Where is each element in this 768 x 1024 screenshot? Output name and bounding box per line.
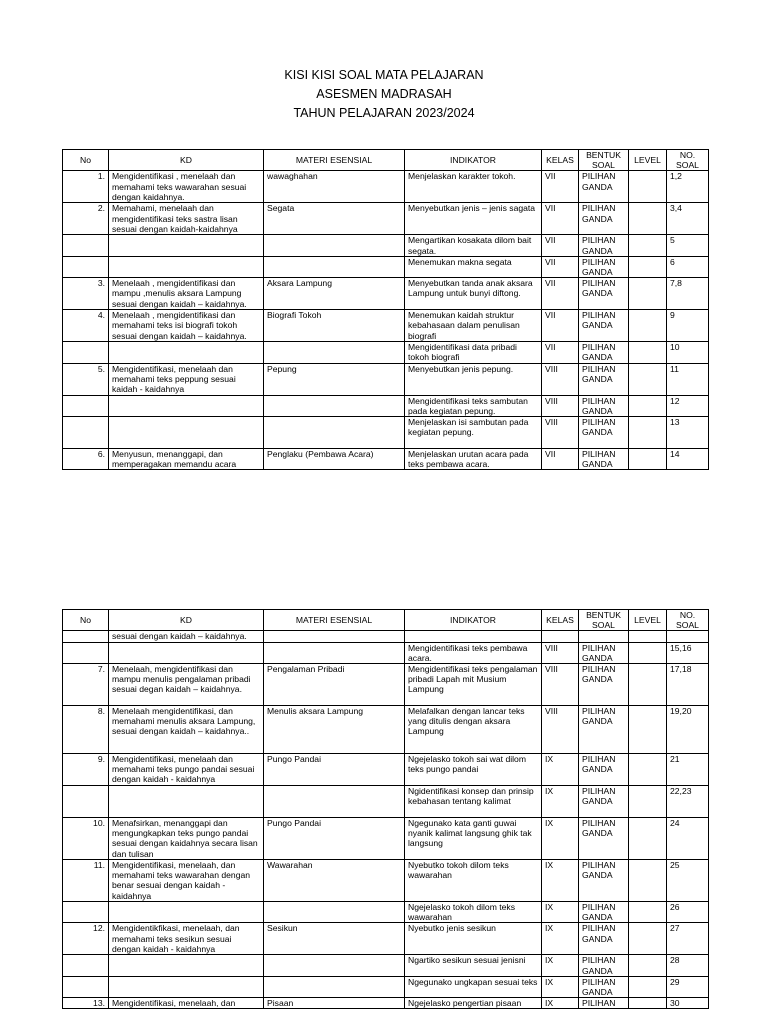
cell-bentuk-soal: PILIHAN GANDA xyxy=(579,754,629,786)
cell-kelas: IX xyxy=(542,786,579,818)
kisi-table-2 xyxy=(62,609,709,1009)
cell-kelas: VIII xyxy=(542,642,579,663)
cell-kelas: IX xyxy=(542,754,579,786)
cell-level xyxy=(629,818,667,860)
cell-level xyxy=(629,256,667,277)
cell-bentuk-soal: PILIHAN GANDA xyxy=(579,786,629,818)
cell-no: 6. xyxy=(63,449,109,470)
table-row xyxy=(63,998,709,1009)
header-kd: KD xyxy=(109,150,264,171)
cell-kelas: IX xyxy=(542,998,579,1009)
cell-materi: Pungo Pandai xyxy=(264,754,405,786)
page-title xyxy=(0,66,768,123)
cell-kd xyxy=(109,342,264,363)
header-no: No xyxy=(63,150,109,171)
cell-materi: Pengalaman Pribadi xyxy=(264,664,405,706)
table-row xyxy=(63,786,709,818)
cell-kd: Menelaah , mengidentifikasi dan mampu ,menulis aksara Lampung sesuai dengan kaidah – kaidahnya. xyxy=(109,278,264,310)
cell-bentuk-soal: PILIHAN GANDA xyxy=(579,642,629,663)
cell-kelas: VII xyxy=(542,310,579,342)
cell-materi: wawaghahan xyxy=(264,171,405,203)
cell-materi xyxy=(264,642,405,663)
cell-kelas: VIII xyxy=(542,363,579,395)
cell-indikator: Ngegunako kata ganti guwai nyanik kalimat langsung ghik tak langsung xyxy=(405,818,542,860)
table-row xyxy=(63,171,709,203)
cell-kelas: IX xyxy=(542,818,579,860)
cell-level xyxy=(629,923,667,955)
cell-level xyxy=(629,955,667,976)
cell-materi: Biografi Tokoh xyxy=(264,310,405,342)
cell-no: 1. xyxy=(63,171,109,203)
cell-bentuk-soal: PILIHAN GANDA xyxy=(579,902,629,923)
cell-no-soal: 27 xyxy=(667,923,709,955)
cell-kd: sesuai dengan kaidah – kaidahnya. xyxy=(109,631,264,642)
table-row xyxy=(63,860,709,902)
cell-indikator: Nyebutko tokoh dilom teks wawarahan xyxy=(405,860,542,902)
cell-kd: Menelaah , mengidentifikasi dan memahami teks isi biografi tokoh sesuai dengan kaidah – kaidahnya. xyxy=(109,310,264,342)
cell-kelas: VIII xyxy=(542,417,579,449)
cell-no xyxy=(63,631,109,642)
header-no-soal: NO. SOAL xyxy=(667,150,709,171)
cell-kelas: IX xyxy=(542,860,579,902)
cell-kelas xyxy=(542,631,579,642)
cell-bentuk-soal: PILIHAN GANDA xyxy=(579,342,629,363)
cell-bentuk-soal: PILIHAN GANDA xyxy=(579,923,629,955)
cell-materi: Penglaku (Pembawa Acara) xyxy=(264,449,405,470)
cell-materi: Pisaan xyxy=(264,998,405,1009)
cell-kelas: VIII xyxy=(542,395,579,416)
cell-indikator: Ngejelasko pengertian pisaan xyxy=(405,998,542,1009)
header-kelas: KELAS xyxy=(542,610,579,631)
cell-materi xyxy=(264,256,405,277)
cell-no: 7. xyxy=(63,664,109,706)
cell-kd: Memahami, menelaah dan mengidentifikasi teks sastra lisan sesuai dengan kaidah-kaidahnya xyxy=(109,203,264,235)
cell-no-soal: 17,18 xyxy=(667,664,709,706)
cell-bentuk-soal: PILIHAN GANDA xyxy=(579,235,629,256)
cell-kd xyxy=(109,417,264,449)
header-level: LEVEL xyxy=(629,150,667,171)
cell-kd: Menelaah, mengidentifikasi dan mampu menulis pengalaman pribadi sesuai degan kaidah – kaidahnya. xyxy=(109,664,264,706)
cell-kd xyxy=(109,902,264,923)
cell-level xyxy=(629,976,667,997)
cell-level xyxy=(629,860,667,902)
header-no: No xyxy=(63,610,109,631)
cell-no-soal: 11 xyxy=(667,363,709,395)
cell-bentuk-soal: PILIHAN GANDA xyxy=(579,417,629,449)
cell-indikator: Menjelaskan urutan acara pada teks pembawa acara. xyxy=(405,449,542,470)
cell-level xyxy=(629,310,667,342)
cell-indikator: Menyebutkan jenis – jenis sagata xyxy=(405,203,542,235)
table-row xyxy=(63,278,709,310)
cell-materi: Pungo Pandai xyxy=(264,818,405,860)
cell-indikator: Melafalkan dengan lancar teks yang ditulis dengan aksara Lampung xyxy=(405,706,542,754)
cell-bentuk-soal: PILIHAN GANDA xyxy=(579,706,629,754)
cell-level xyxy=(629,278,667,310)
cell-kelas: IX xyxy=(542,923,579,955)
cell-bentuk-soal: PILIHAN xyxy=(579,998,629,1009)
cell-no xyxy=(63,395,109,416)
cell-no-soal: 30 xyxy=(667,998,709,1009)
table-row xyxy=(63,235,709,256)
cell-kd xyxy=(109,642,264,663)
cell-indikator: Nyebutko jenis sesikun xyxy=(405,923,542,955)
cell-bentuk-soal: PILIHAN GANDA xyxy=(579,363,629,395)
cell-no-soal: 25 xyxy=(667,860,709,902)
cell-materi xyxy=(264,786,405,818)
cell-no xyxy=(63,786,109,818)
cell-indikator: Mengidentifikasi teks pembawa acara. xyxy=(405,642,542,663)
cell-no-soal: 15,16 xyxy=(667,642,709,663)
table-row xyxy=(63,902,709,923)
table-row xyxy=(63,976,709,997)
cell-bentuk-soal: PILIHAN GANDA xyxy=(579,171,629,203)
cell-bentuk-soal: PILIHAN GANDA xyxy=(579,395,629,416)
table-header-row xyxy=(63,150,709,171)
cell-bentuk-soal: PILIHAN GANDA xyxy=(579,860,629,902)
cell-kd: Menafsirkan, menanggapi dan mengungkapkan teks pungo pandai sesuai dengan kaidahnya secara lisan dan tulisan xyxy=(109,818,264,860)
cell-materi xyxy=(264,395,405,416)
cell-kd: Mengidentifikasi, menelaah, dan xyxy=(109,998,264,1009)
cell-indikator: Menjelaskan isi sambutan pada kegiatan pepung. xyxy=(405,417,542,449)
cell-materi xyxy=(264,902,405,923)
cell-kd xyxy=(109,786,264,818)
cell-no: 4. xyxy=(63,310,109,342)
cell-no: 3. xyxy=(63,278,109,310)
cell-no-soal: 9 xyxy=(667,310,709,342)
table-row xyxy=(63,342,709,363)
cell-level xyxy=(629,631,667,642)
cell-kd xyxy=(109,256,264,277)
cell-materi: Sesikun xyxy=(264,923,405,955)
cell-materi: Menulis aksara Lampung xyxy=(264,706,405,754)
cell-indikator: Mengartikan kosakata dilom bait segata. xyxy=(405,235,542,256)
table-row xyxy=(63,449,709,470)
cell-kd xyxy=(109,955,264,976)
table-row xyxy=(63,631,709,642)
table-row xyxy=(63,395,709,416)
cell-no: 9. xyxy=(63,754,109,786)
cell-kelas: VII xyxy=(542,342,579,363)
cell-bentuk-soal: PILIHAN GANDA xyxy=(579,256,629,277)
cell-level xyxy=(629,395,667,416)
cell-no-soal: 19,20 xyxy=(667,706,709,754)
cell-no xyxy=(63,902,109,923)
cell-no-soal: 10 xyxy=(667,342,709,363)
header-no-soal: NO. SOAL xyxy=(667,610,709,631)
cell-kelas: IX xyxy=(542,955,579,976)
cell-materi: Segata xyxy=(264,203,405,235)
cell-indikator: Ngegunako ungkapan sesuai teks xyxy=(405,976,542,997)
cell-kd: Mengidentifikasi , menelaah dan memahami teks wawarahan sesuai dengan kaidahnya. xyxy=(109,171,264,203)
title-line-1: KISI KISI SOAL MATA PELAJARAN xyxy=(284,68,484,82)
cell-indikator: Menyebutkan tanda anak aksara Lampung untuk bunyi diftong. xyxy=(405,278,542,310)
cell-kd: Mengidentifikasi, menelaah dan memahami teks pungo pandai sesuai dengan kaidah - kaidahnya xyxy=(109,754,264,786)
cell-indikator: Ngejelasko tokoh sai wat dilom teks pungo pandai xyxy=(405,754,542,786)
cell-bentuk-soal: PILIHAN GANDA xyxy=(579,449,629,470)
cell-indikator: Ngartiko sesikun sesuai jenisni xyxy=(405,955,542,976)
cell-bentuk-soal: PILIHAN GANDA xyxy=(579,278,629,310)
cell-materi xyxy=(264,342,405,363)
cell-no xyxy=(63,235,109,256)
cell-bentuk-soal: PILIHAN GANDA xyxy=(579,664,629,706)
header-kelas: KELAS xyxy=(542,150,579,171)
cell-level xyxy=(629,642,667,663)
cell-level xyxy=(629,754,667,786)
cell-level xyxy=(629,171,667,203)
cell-no-soal: 5 xyxy=(667,235,709,256)
cell-no: 11. xyxy=(63,860,109,902)
header-indikator: INDIKATOR xyxy=(405,150,542,171)
cell-materi: Wawarahan xyxy=(264,860,405,902)
cell-level xyxy=(629,203,667,235)
kisi-table-1 xyxy=(62,149,709,470)
cell-kd: Mengidentifikasi, menelaah, dan memahami teks wawarahan dengan benar sesuai dengan kaidah - kaidahnya xyxy=(109,860,264,902)
cell-materi xyxy=(264,235,405,256)
cell-no: 12. xyxy=(63,923,109,955)
cell-no: 8. xyxy=(63,706,109,754)
cell-indikator: Mengidentifikasi teks sambutan pada kegiatan pepung. xyxy=(405,395,542,416)
cell-bentuk-soal: PILIHAN GANDA xyxy=(579,310,629,342)
header-materi: MATERI ESENSIAL xyxy=(264,610,405,631)
cell-no-soal: 12 xyxy=(667,395,709,416)
cell-no xyxy=(63,955,109,976)
table-header-row xyxy=(63,610,709,631)
cell-kelas: VII xyxy=(542,256,579,277)
cell-indikator: Mengidentifikasi teks pengalaman pribadi Lapah mit Musium Lampung xyxy=(405,664,542,706)
cell-kd xyxy=(109,395,264,416)
header-level: LEVEL xyxy=(629,610,667,631)
cell-indikator xyxy=(405,631,542,642)
cell-kd xyxy=(109,976,264,997)
cell-no xyxy=(63,976,109,997)
cell-no xyxy=(63,417,109,449)
cell-kelas: VII xyxy=(542,278,579,310)
table-row xyxy=(63,310,709,342)
cell-bentuk-soal: PILIHAN GANDA xyxy=(579,976,629,997)
cell-no xyxy=(63,256,109,277)
cell-no: 13. xyxy=(63,998,109,1009)
cell-kelas: IX xyxy=(542,976,579,997)
cell-level xyxy=(629,235,667,256)
cell-no-soal: 21 xyxy=(667,754,709,786)
cell-kelas: IX xyxy=(542,902,579,923)
cell-indikator: Ngidentifikasi konsep dan prinsip kebahasan tentang kalimat xyxy=(405,786,542,818)
header-kd: KD xyxy=(109,610,264,631)
cell-bentuk-soal: PILIHAN GANDA xyxy=(579,203,629,235)
table-row xyxy=(63,706,709,754)
cell-level xyxy=(629,786,667,818)
cell-materi: Aksara Lampung xyxy=(264,278,405,310)
cell-kelas: VIII xyxy=(542,706,579,754)
cell-indikator: Menjelaskan karakter tokoh. xyxy=(405,171,542,203)
cell-kelas: VII xyxy=(542,171,579,203)
cell-no-soal: 14 xyxy=(667,449,709,470)
cell-no-soal: 28 xyxy=(667,955,709,976)
cell-no xyxy=(63,342,109,363)
cell-bentuk-soal xyxy=(579,631,629,642)
title-line-3: TAHUN PELAJARAN 2023/2024 xyxy=(293,106,475,120)
table-row xyxy=(63,754,709,786)
cell-kelas: VIII xyxy=(542,664,579,706)
cell-kd: Menelaah mengidentifikasi, dan memahami menulis aksara Lampung, sesuai dengan kaidah – kaidahnya.. xyxy=(109,706,264,754)
cell-level xyxy=(629,998,667,1009)
cell-kd xyxy=(109,235,264,256)
cell-no: 2. xyxy=(63,203,109,235)
cell-kelas: VII xyxy=(542,449,579,470)
cell-bentuk-soal: PILIHAN GANDA xyxy=(579,955,629,976)
cell-bentuk-soal: PILIHAN GANDA xyxy=(579,818,629,860)
cell-level xyxy=(629,706,667,754)
header-indikator: INDIKATOR xyxy=(405,610,542,631)
title-line-2: ASESMEN MADRASAH xyxy=(316,87,452,101)
cell-no-soal: 1,2 xyxy=(667,171,709,203)
cell-kd: Mengidentifikasi, menelaah dan memahami teks peppung sesuai kaidah - kaidahnya xyxy=(109,363,264,395)
cell-level xyxy=(629,417,667,449)
cell-materi xyxy=(264,417,405,449)
cell-indikator: Menemukan makna segata xyxy=(405,256,542,277)
cell-no-soal: 7,8 xyxy=(667,278,709,310)
cell-no: 5. xyxy=(63,363,109,395)
cell-kelas: VII xyxy=(542,235,579,256)
table-row xyxy=(63,203,709,235)
cell-indikator: Ngejelasko tokoh dilom teks wawarahan xyxy=(405,902,542,923)
table-row xyxy=(63,664,709,706)
cell-level xyxy=(629,664,667,706)
table-row xyxy=(63,923,709,955)
cell-no-soal: 29 xyxy=(667,976,709,997)
cell-level xyxy=(629,363,667,395)
cell-indikator: Menyebutkan jenis pepung. xyxy=(405,363,542,395)
cell-materi xyxy=(264,955,405,976)
cell-indikator: Menemukan kaidah struktur kebahasaan dalam penulisan biografi xyxy=(405,310,542,342)
table-row xyxy=(63,818,709,860)
cell-no-soal: 22,23 xyxy=(667,786,709,818)
table-row xyxy=(63,363,709,395)
cell-level xyxy=(629,902,667,923)
cell-kd: Mengidentikfikasi, menelaah, dan memahami teks sesikun sesuai dengan kaidah - kaidahnya xyxy=(109,923,264,955)
cell-no-soal: 6 xyxy=(667,256,709,277)
cell-materi: Pepung xyxy=(264,363,405,395)
cell-no-soal: 24 xyxy=(667,818,709,860)
cell-kd: Menyusun, menanggapi, dan memperagakan memandu acara xyxy=(109,449,264,470)
header-bentuk-soal: BENTUK SOAL xyxy=(579,150,629,171)
cell-kelas: VII xyxy=(542,203,579,235)
table-row xyxy=(63,955,709,976)
header-materi: MATERI ESENSIAL xyxy=(264,150,405,171)
cell-no: 10. xyxy=(63,818,109,860)
table-row xyxy=(63,642,709,663)
cell-materi xyxy=(264,631,405,642)
header-bentuk-soal: BENTUK SOAL xyxy=(579,610,629,631)
cell-level xyxy=(629,342,667,363)
cell-no-soal xyxy=(667,631,709,642)
cell-no-soal: 26 xyxy=(667,902,709,923)
cell-level xyxy=(629,449,667,470)
cell-no xyxy=(63,642,109,663)
cell-no-soal: 13 xyxy=(667,417,709,449)
table-row xyxy=(63,256,709,277)
table-row xyxy=(63,417,709,449)
cell-no-soal: 3,4 xyxy=(667,203,709,235)
cell-materi xyxy=(264,976,405,997)
cell-indikator: Mengidentifikasi data pribadi tokoh biografi xyxy=(405,342,542,363)
